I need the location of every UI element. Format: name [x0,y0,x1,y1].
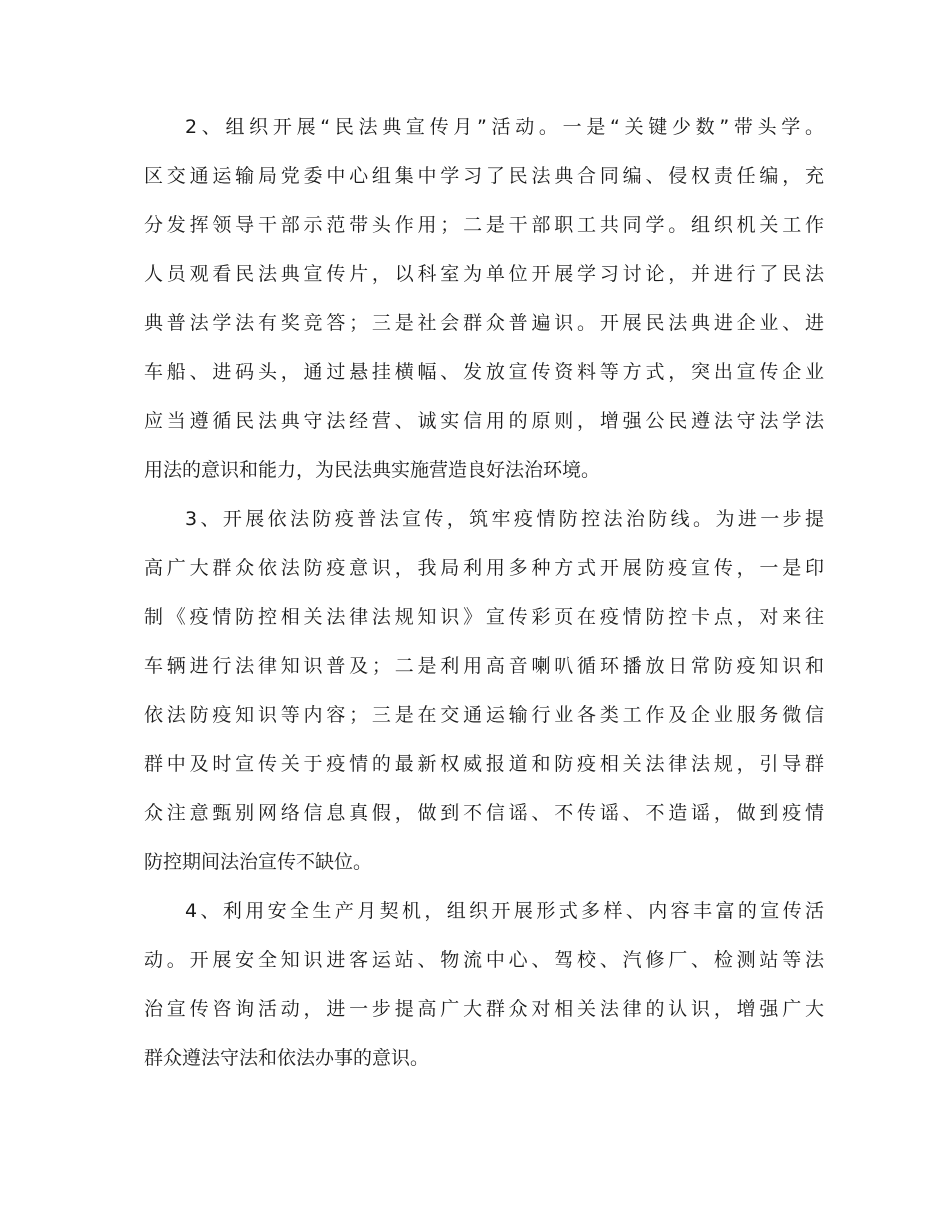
paragraph-line: 车船、进码头，通过悬挂横幅、发放宣传资料等方式，突出宣传企业 [144,361,824,383]
paragraph-line: 人员观看民法典宣传片，以科室为单位开展学习讨论，并进行了民法 [144,263,824,285]
paragraph-line: 制《疫情防控相关法律法规知识》宣传彩页在疫情防控卡点，对来往 [144,606,824,628]
paragraph-line: 众注意甄别网络信息真假，做到不信谣、不传谣、不造谣，做到疫情 [144,802,824,824]
paragraph-line: 防控期间法治宣传不缺位。 [144,851,373,873]
paragraph-line: 区交通运输局党委中心组集中学习了民法典合同编、侵权责任编，充 [144,165,824,187]
paragraph-line: 高广大群众依法防疫意识，我局利用多种方式开展防疫宣传，一是印 [144,557,824,579]
paragraph-line: 用法的意识和能力，为民法典实施营造良好法治环境。 [144,459,601,481]
paragraph-line: 分发挥领导干部示范带头作用；二是干部职工共同学。组织机关工作 [144,214,824,236]
paragraph-line: 应当遵循民法典守法经营、诚实信用的原则，增强公民遵法守法学法 [144,410,824,432]
paragraph-line: 4、利用安全生产月契机，组织开展形式多样、内容丰富的宣传活 [185,900,824,922]
paragraph-line: 2、组织开展“民法典宣传月”活动。一是“关键少数”带头学。 [185,116,824,138]
paragraph-line: 群众遵法守法和依法办事的意识。 [144,1047,430,1069]
paragraph-line: 治宣传咨询活动，进一步提高广大群众对相关法律的认识，增强广大 [144,998,824,1020]
paragraph-line: 车辆进行法律知识普及；二是利用高音喇叭循环播放日常防疫知识和 [144,655,824,677]
paragraph-line: 动。开展安全知识进客运站、物流中心、驾校、汽修厂、检测站等法 [144,949,824,971]
paragraph-line: 依法防疫知识等内容；三是在交通运输行业各类工作及企业服务微信 [144,704,824,726]
paragraph-line: 典普法学法有奖竞答；三是社会群众普遍识。开展民法典进企业、进 [144,312,824,334]
paragraph-line: 3、开展依法防疫普法宣传，筑牢疫情防控法治防线。为进一步提 [185,508,824,530]
paragraph-line: 群中及时宣传关于疫情的最新权威报道和防疫相关法律法规，引导群 [144,753,824,775]
